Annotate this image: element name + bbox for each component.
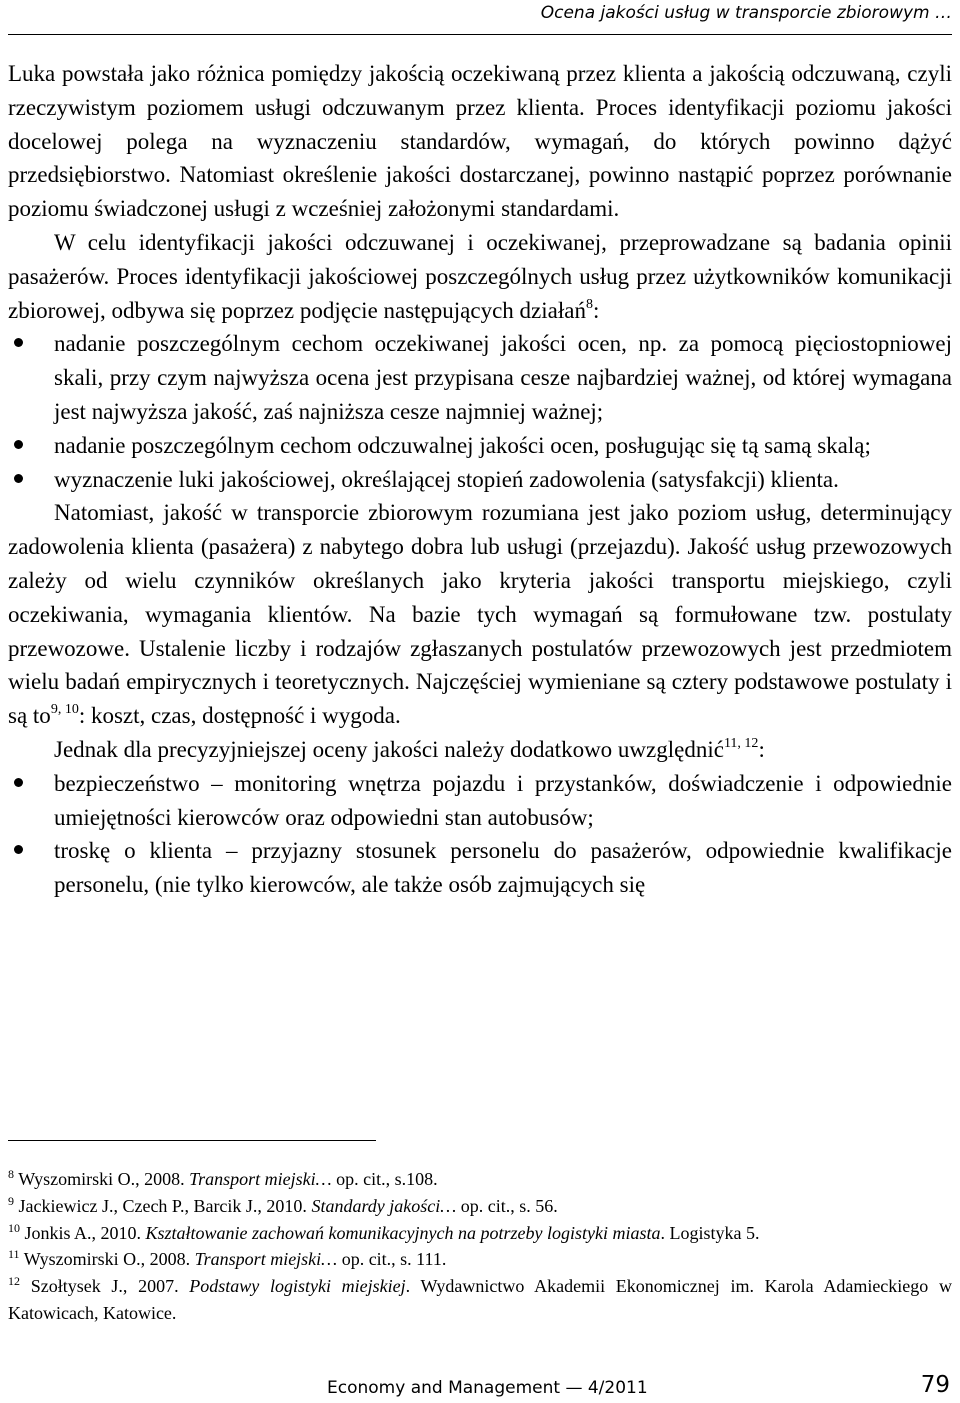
footnote-title: Transport miejski… <box>189 1169 332 1189</box>
bullet-icon <box>14 778 23 787</box>
footnote-number: 11 <box>8 1247 20 1262</box>
paragraph-4 <box>8 733 952 767</box>
paragraph-2-end: : <box>592 297 600 323</box>
running-title: Ocena jakości usług w transporcie zbiorowym … <box>540 3 952 23</box>
footnote-source: . Wydawnictwo Akademii Ekonomicznej im. Karola Adamieckiego w Katowicach, Katowice. <box>8 1276 952 1323</box>
paragraph-4-text: Jednak dla precyzyjniejszej oceny jakości należy dodatkowo uwzględnić <box>54 736 724 762</box>
paragraph-3-text: Natomiast, jakość w transporcie zbiorowym rozumiana jest jako poziom usług, determinujący zadowolenia klienta (pasażera) z nabytego dobra lub usługi (przejazdu). Jakość usług przewozowych zależy od wielu czynników określanych jako kryteria jakości transportu miejskiego, czyli oczekiwania, wymagania klientów. Na bazie tych wymagań są formułowane tzw. postulaty przewozowe. Ustalenie liczby i rodzajów zgłaszanych postulatów przewozowych jest przedmiotem wielu badań empirycznych i teoretycznych. Najczęściej wymieniane są cztery podstawowe postulaty i są to <box>8 500 952 729</box>
footnote-number: 8 <box>8 1167 14 1181</box>
footnote-number: 9 <box>8 1193 14 1208</box>
journal-name: Economy and Management — 4/2011 <box>327 1378 648 1398</box>
list-item-text: troskę o klienta – przyjazny stosunek personelu do pasażerów, odpowiednie kwalifikacje personelu, (nie tylko kierowców, ale także osób zajmujących się <box>54 838 952 898</box>
list-item-text: wyznaczenie luki jakościowej, określającej stopień zadowolenia (satysfakcji) klienta. <box>54 466 839 492</box>
footnote-author: Jonkis A., 2010. <box>24 1222 146 1243</box>
footnote <box>8 1220 952 1247</box>
footnote-ref-9-10[interactable]: 9, 10 <box>50 702 79 718</box>
paragraph-4-end: : <box>758 736 765 762</box>
footnote-author: Jackiewicz J., Czech P., Barcik J., 2010. <box>18 1195 312 1216</box>
list-item-text: nadanie poszczególnym cechom odczuwalnej jakości ocen, posługując się tą samą skalą; <box>54 432 871 458</box>
list-item <box>8 429 952 463</box>
running-header <box>8 0 952 35</box>
footnote-author: Wyszomirski O., 2008. <box>23 1249 195 1270</box>
footnote <box>8 1246 952 1273</box>
paragraph-2-text: W celu identyfikacji jakości odczuwanej i oczekiwanej, przeprowadzane są badania opinii pasażerów. Proces identyfikacji jakościowej poszczególnych usług przez użytkowników komunikacji zbiorowej, odbywa się poprzez podjęcie następujących działań <box>8 229 952 323</box>
footnote-divider <box>8 1140 376 1141</box>
bullet-list-1 <box>8 327 952 496</box>
footnote-ref-11-12[interactable]: 11, 12 <box>723 735 759 751</box>
list-item-text: bezpieczeństwo – monitoring wnętrza pojazdu i przystanków, doświadczenie i odpowiednie umiejętności kierowców oraz odpowiedni stan autobusów; <box>54 770 952 830</box>
footnote-author: Wyszomirski O., 2008. <box>18 1169 190 1189</box>
bullet-icon <box>14 474 23 483</box>
paragraph-2 <box>8 226 952 327</box>
footnote-ref-8[interactable]: 8 <box>585 296 593 312</box>
bullet-icon <box>14 845 23 854</box>
paragraph-3-end: : koszt, czas, dostępność i wygoda. <box>78 703 401 729</box>
footnote <box>8 1193 952 1220</box>
footnote-title: Standardy jakości… <box>311 1195 457 1216</box>
footnote-author: Szołtysek J., 2007. <box>30 1276 190 1297</box>
footnote-number: 10 <box>8 1220 20 1235</box>
footnote-title: Transport miejski… <box>194 1249 338 1270</box>
footnote-source: . Logistyka 5. <box>660 1222 760 1243</box>
footnote <box>8 1273 952 1327</box>
footnote-source: op. cit., s.108. <box>331 1169 438 1189</box>
paragraph-1: Luka powstała jako różnica pomiędzy jakością oczekiwaną przez klienta a jakością odczuwaną, czyli rzeczywistym poziomem usługi odczuwanym przez klienta. Proces identyfikacji poziomu jakości docelowej polega na wyznaczeniu standardów, wymagań, do których powinno dążyć przedsiębiorstwo. Natomiast określenie jakości dostarczanej, powinno nastąpić poprzez porównanie poziomu świadczonej usługi z wcześniej założonymi standardami. <box>8 61 952 222</box>
page-footer <box>0 1372 960 1402</box>
list-item <box>8 834 952 902</box>
list-item <box>8 463 952 497</box>
footnote-title: Podstawy logistyki miejskiej <box>189 1276 406 1297</box>
bullet-icon <box>14 338 23 347</box>
footnote-title: Kształtowanie zachowań komunikacyjnych na potrzeby logistyki miasta <box>145 1222 661 1243</box>
list-item <box>8 327 952 428</box>
page-number: 79 <box>920 1372 950 1398</box>
footnote-number: 12 <box>8 1274 20 1289</box>
footnote-source: op. cit., s. 111. <box>337 1249 447 1270</box>
list-item-text: nadanie poszczególnym cechom oczekiwanej jakości ocen, np. za pomocą pięciostopniowej skali, przy czym najwyższa ocena jest przypisana cesze najbardziej ważnej, od której wymagana jest najwyższa jakość, zaś najniższa cesze najmniej ważnej; <box>54 331 952 424</box>
footnote-source: op. cit., s. 56. <box>456 1195 558 1216</box>
list-item <box>8 767 952 835</box>
footnote <box>8 1166 952 1193</box>
bullet-icon <box>14 440 23 449</box>
paragraph-3 <box>8 496 952 733</box>
footnotes <box>8 1166 952 1327</box>
bullet-list-2 <box>8 767 952 902</box>
main-text <box>8 57 952 902</box>
